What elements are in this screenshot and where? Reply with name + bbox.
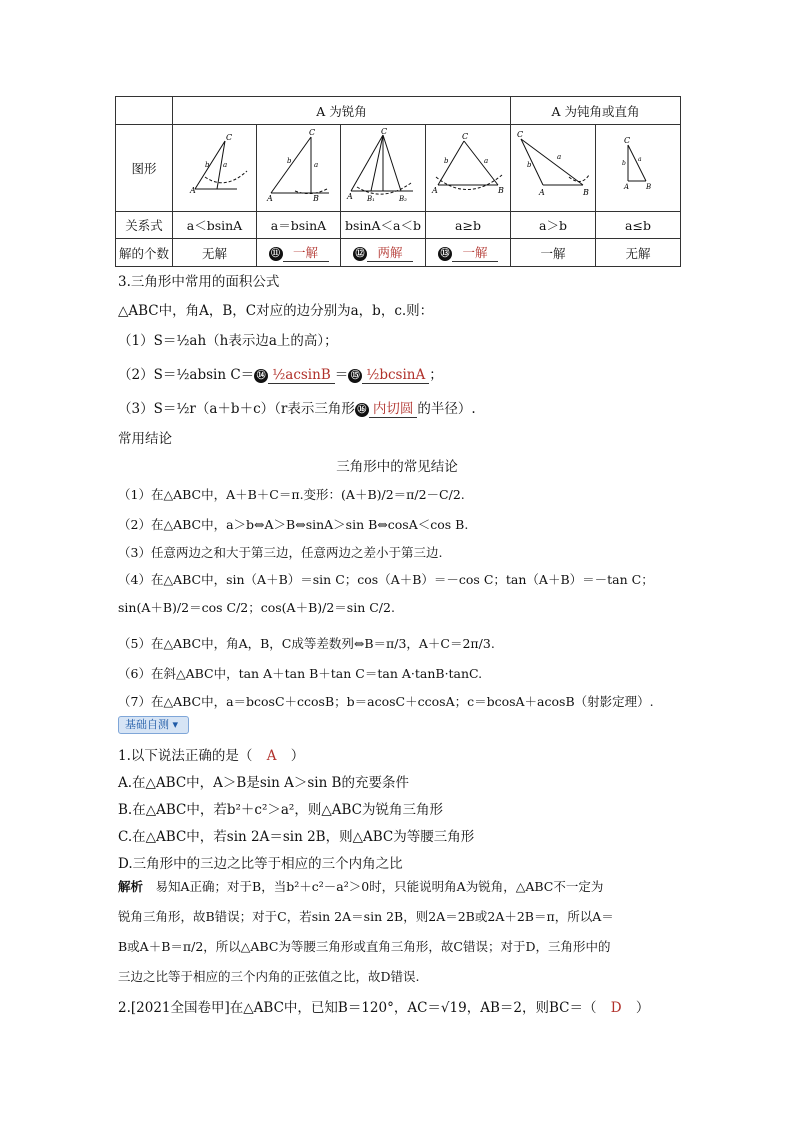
svg-text:B: B	[498, 185, 504, 195]
count-5: 一解	[511, 239, 596, 267]
q1-answer: A	[266, 748, 277, 764]
triangle-figure-1	[175, 127, 255, 207]
svg-text:B: B	[312, 193, 319, 203]
conclusion-6: （6）在斜△ABC中，tan A＋tan B＋tan C＝tan A·tanB·tanC.	[118, 666, 483, 681]
svg-text:A: A	[347, 191, 353, 201]
answer-12: 两解	[367, 243, 413, 262]
svg-text:B: B	[646, 182, 652, 191]
conclusions-title: 三角形中的常见结论	[336, 459, 458, 475]
svg-text:B₁: B₁	[367, 194, 375, 203]
table-corner	[116, 97, 173, 125]
formula-2-prefix: （2）S＝½absin C＝	[118, 367, 255, 383]
formula-3-suffix: 的半径）.	[417, 401, 476, 417]
answer-16: 内切圆	[369, 397, 418, 418]
solution-cases-table	[115, 96, 681, 267]
triangle-figure-3	[343, 127, 423, 207]
answer-15: ½bcsinA	[362, 367, 429, 384]
figure-cell-2	[257, 125, 341, 212]
conclusion-7: （7）在△ABC中，a＝bcosC＋ccosB；b＝acosC＋ccosA；c＝bcosA＋acosB（射影定理）.	[118, 694, 654, 709]
formula-2-eq: ＝	[334, 367, 349, 383]
section3-intro: △ABC中，角A，B，C对应的边分别为a，b，c.则：	[118, 303, 434, 319]
svg-text:C: C	[308, 127, 315, 137]
figure-cell-1	[173, 125, 257, 212]
q1-option-c: C.在△ABC中，若sin 2A＝sin 2B，则△ABC为等腰三角形	[118, 829, 475, 845]
blank-number-15: ⑮	[348, 369, 362, 383]
svg-text:A: A	[189, 185, 196, 195]
row-figure-label: 图形	[116, 125, 173, 212]
blank-number-16: ⑯	[355, 403, 369, 417]
svg-text:B₂: B₂	[399, 194, 407, 203]
q2-stem	[118, 996, 649, 1016]
triangle-figure-6	[598, 127, 678, 207]
q1-close: ）	[290, 748, 305, 764]
svg-text:A: A	[266, 193, 273, 203]
q2-stem-text: 2.[2021全国卷甲]在△ABC中，已知B＝120°，AC＝√19，AB＝2，则BC＝（	[118, 1000, 597, 1016]
q1-stem-text: 1.以下说法正确的是（	[118, 748, 253, 764]
solution-line-4: 三边之比等于相应的三个内角的正弦值之比，故D错误.	[118, 969, 420, 984]
svg-text:a: a	[484, 156, 489, 165]
svg-text:b: b	[204, 160, 209, 169]
q1-option-b: B.在△ABC中，若b²＋c²＞a²，则△ABC为锐角三角形	[118, 802, 443, 818]
header-obtuse: A 为钝角或直角	[511, 97, 681, 125]
conclusion-2: （2）在△ABC中，a＞b⇔A＞B⇔sinA＞sin B⇔cosA＜cos B.	[118, 517, 469, 532]
formula-2-suffix: ；	[429, 367, 443, 383]
relation-4: a≥b	[426, 212, 511, 239]
svg-text:A: A	[624, 182, 630, 191]
svg-text:A: A	[432, 185, 438, 195]
svg-text:C: C	[381, 126, 388, 136]
count-1: 无解	[173, 239, 257, 267]
basic-self-test-badge: 基础自测 ▾	[118, 716, 189, 734]
q1-option-d: D.三角形中的三边之比等于相应的三个内角之比	[118, 856, 403, 872]
svg-text:b: b	[286, 156, 291, 165]
q1-solution	[118, 872, 673, 992]
answer-11: 一解	[283, 243, 329, 262]
relation-1: a＜bsinA	[173, 212, 257, 239]
formula-1: （1）S＝½ah（h表示边a上的高）；	[118, 333, 338, 349]
section3-title: 3.三角形中常用的面积公式	[118, 274, 280, 290]
formula-3-prefix: （3）S＝½r（a＋b＋c）（r表示三角形	[118, 401, 355, 417]
svg-text:a: a	[313, 160, 318, 169]
svg-text:b: b	[622, 159, 626, 167]
figure-cell-5	[511, 125, 596, 212]
svg-text:b: b	[527, 160, 532, 169]
blank-number-14: ⑭	[254, 369, 268, 383]
conclusion-4a: （4）在△ABC中，sin（A＋B）＝sin C；cos（A＋B）＝－cos C；tan（A＋B）＝－tan C；	[118, 572, 654, 587]
conclusion-5: （5）在△ABC中，角A，B，C成等差数列⇔B＝π/3，A＋C＝2π/3.	[118, 636, 495, 651]
svg-text:a: a	[557, 152, 562, 161]
header-acute: A 为锐角	[173, 97, 511, 125]
conclusion-4b: sin(A＋B)/2＝cos C/2；cos(A＋B)/2＝sin C/2.	[118, 600, 395, 615]
blank-number-13: ⑬	[438, 247, 452, 261]
q1-option-a: A.在△ABC中，A＞B是sin A＞sin B的充要条件	[118, 775, 409, 791]
answer-13: 一解	[452, 243, 498, 262]
triangle-figure-5	[513, 127, 593, 207]
answer-14: ½acsinB	[268, 367, 335, 384]
relation-5: a＞b	[511, 212, 596, 239]
figure-cell-4	[426, 125, 511, 212]
blank-number-11: ⑪	[269, 247, 283, 261]
svg-text:C: C	[462, 131, 469, 141]
svg-text:C: C	[517, 129, 524, 139]
conclusion-1: （1）在△ABC中，A＋B＋C＝π.变形：(A＋B)/2＝π/2－C/2.	[118, 487, 465, 502]
svg-text:a: a	[638, 155, 642, 163]
relation-2: a＝bsinA	[257, 212, 341, 239]
svg-text:a: a	[222, 160, 227, 169]
triangle-figure-2	[259, 127, 339, 207]
count-6: 无解	[596, 239, 681, 267]
q2-answer: D	[610, 1000, 622, 1016]
triangle-figure-4	[428, 127, 508, 207]
solution-label: 解析	[118, 879, 144, 894]
count-3	[341, 239, 426, 267]
solution-line-3: B或A＋B＝π/2，所以△ABC为等腰三角形或直角三角形，故C错误；对于D，三角形中的	[118, 939, 611, 954]
relation-6: a≤b	[596, 212, 681, 239]
count-2	[257, 239, 341, 267]
formula-3	[118, 397, 476, 418]
figure-cell-3	[341, 125, 426, 212]
svg-text:B: B	[583, 187, 589, 197]
svg-text:C: C	[225, 132, 232, 142]
conclusion-3: （3）任意两边之和大于第三边，任意两边之差小于第三边.	[118, 545, 443, 560]
count-4	[426, 239, 511, 267]
blank-number-12: ⑫	[353, 247, 367, 261]
relation-3: bsinA＜a＜b	[341, 212, 426, 239]
conclusions-label: 常用结论	[118, 431, 172, 447]
svg-text:A: A	[539, 187, 545, 197]
q1-stem	[118, 744, 304, 764]
solution-line-1: 解析 易知A正确；对于B，当b²＋c²－a²＞0时，只能说明角A为锐角，△ABC不一定为	[118, 879, 604, 894]
row-count-label: 解的个数	[116, 239, 173, 267]
figure-cell-6	[596, 125, 681, 212]
solution-line-2: 锐角三角形，故B错误；对于C，若sin 2A＝sin 2B，则2A＝2B或2A＋2B＝π，所以A＝	[118, 909, 614, 924]
svg-text:b: b	[444, 156, 449, 165]
formula-2	[118, 363, 443, 384]
q2-close: ）	[635, 1000, 650, 1016]
svg-text:C: C	[624, 135, 631, 145]
row-relation-label: 关系式	[116, 212, 173, 239]
